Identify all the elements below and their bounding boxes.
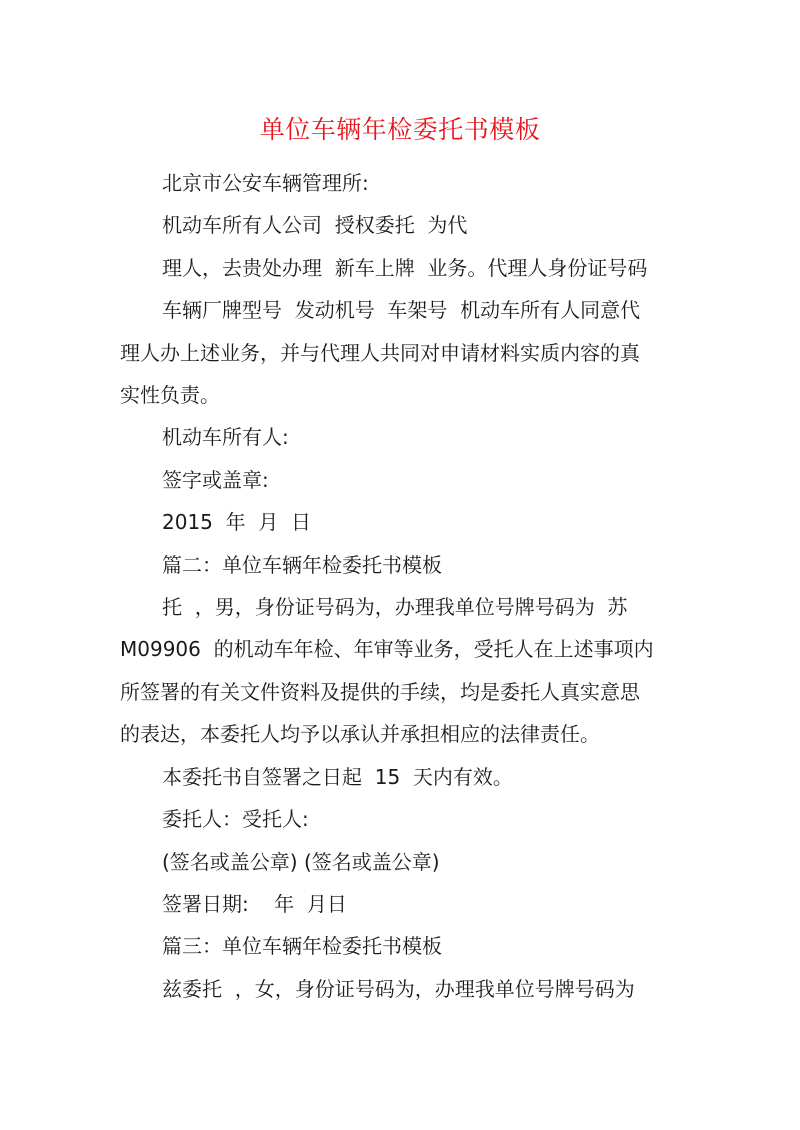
text-line-1: 北京市公安车辆管理所:: [162, 171, 369, 195]
text-line-3: 理人，去贵处办理 新车上牌 业务。代理人身份证号码: [162, 255, 648, 280]
text-line-11: 托 ，男，身份证号码为，办理我单位号牌号码为 苏: [162, 595, 628, 620]
text-line-13: 所签署的有关文件资料及提供的手续，均是委托人真实意思: [120, 679, 640, 704]
text-line-7: 机动车所有人:: [162, 425, 289, 450]
text-line-12: M09906 的机动车年检、年审等业务，受托人在上述事项内: [120, 637, 654, 662]
text-line-16: 委托人：受托人:: [162, 807, 309, 832]
section-heading-2: 篇二：单位车辆年检委托书模板: [162, 552, 442, 577]
text-line-17: (签名或盖公章) (签名或盖公章): [162, 849, 440, 874]
text-line-14: 的表达，本委托人均予以承认并承担相应的法律责任。: [120, 722, 600, 747]
text-line-9: 2015 年 月 日: [162, 510, 312, 535]
document-body: [120, 162, 685, 1010]
text-line-4: 车辆厂牌型号 发动机号 车架号 机动车所有人同意代: [162, 298, 641, 323]
text-line-20: 兹委托 ，女，身份证号码为，办理我单位号牌号码为: [162, 976, 635, 1001]
text-line-18: 签署日期: 年 月日: [162, 891, 347, 916]
text-line-8: 签字或盖章:: [162, 467, 269, 492]
section-heading-3: 篇三：单位车辆年检委托书模板: [162, 934, 442, 959]
text-line-2: 机动车所有人公司 授权委托 为代: [162, 213, 468, 238]
document-title: 单位车辆年检委托书模板: [259, 115, 541, 144]
text-line-15: 本委托书自签署之日起 15 天内有效。: [162, 764, 513, 789]
text-line-6: 实性负责。: [120, 383, 220, 408]
text-line-5: 理人办上述业务，并与代理人共同对申请材料实质内容的真: [120, 340, 640, 365]
